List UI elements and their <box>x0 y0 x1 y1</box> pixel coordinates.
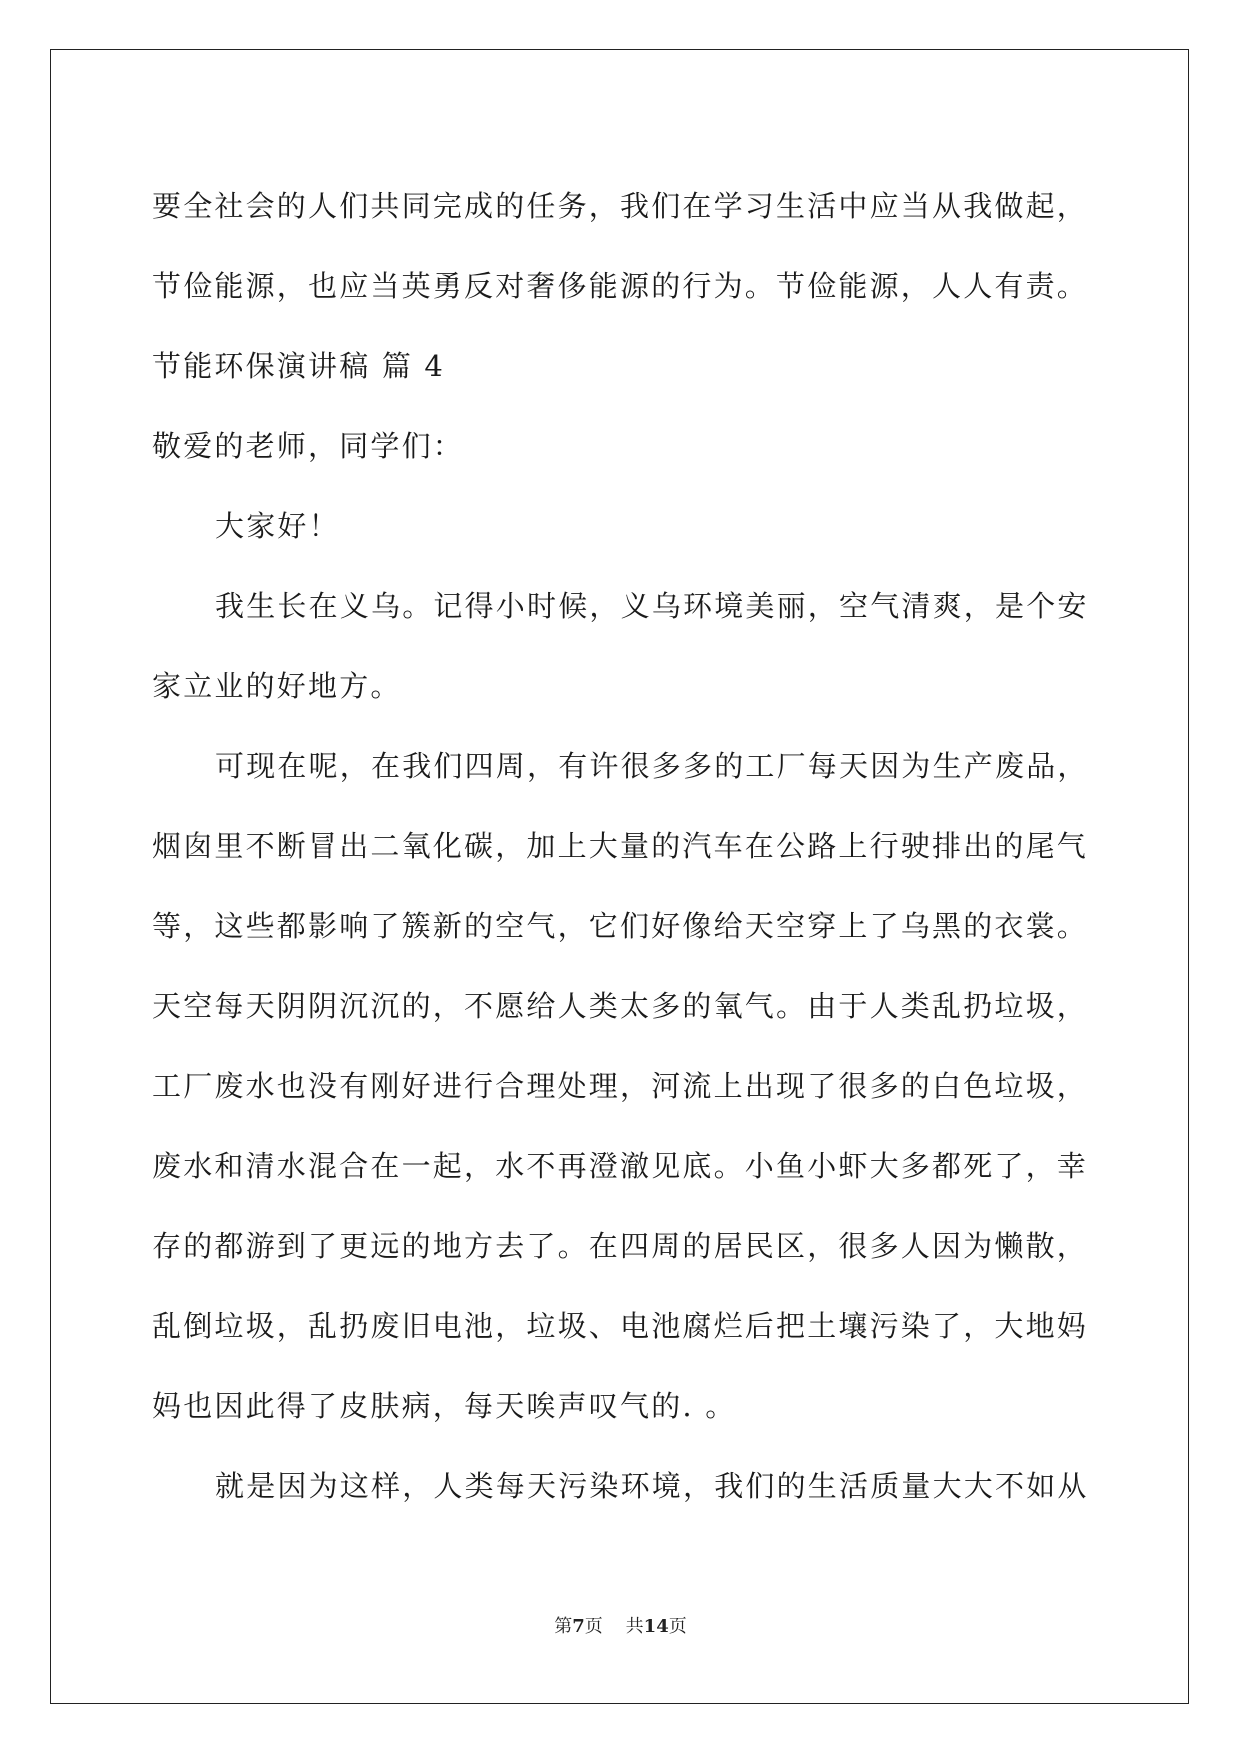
text-line: 天空每天阴阴沉沉的，不愿给人类太多的氧气。由于人类乱扔垃圾， <box>152 989 1089 1023</box>
footer-total-suffix: 页 <box>668 1616 687 1637</box>
text-line: 节俭能源，也应当英勇反对奢侈能源的行为。节俭能源，人人有责。 <box>152 269 1089 303</box>
document-body <box>152 166 1092 1526</box>
text-line: 家立业的好地方。 <box>152 669 402 703</box>
text-line: 妈也因此得了皮肤病，每天唉声叹气的. 。 <box>152 1389 737 1423</box>
text-line: 存的都游到了更远的地方去了。在四周的居民区，很多人因为懒散， <box>152 1229 1089 1263</box>
text-line: 废水和清水混合在一起，水不再澄澈见底。小鱼小虾大多都死了，幸 <box>152 1149 1089 1183</box>
text-line: 工厂废水也没有刚好进行合理处理，河流上出现了很多的白色垃圾， <box>152 1069 1089 1103</box>
paragraph-start: 就是因为这样，人类每天污染环境，我们的生活质量大大不如从 <box>215 1469 1089 1503</box>
text-line: 要全社会的人们共同完成的任务，我们在学习生活中应当从我做起， <box>152 189 1089 223</box>
footer-prefix: 第 <box>554 1616 573 1637</box>
page-footer <box>0 1612 1241 1638</box>
salutation: 敬爱的老师，同学们： <box>152 429 465 463</box>
text-line: 乱倒垃圾，乱扔废旧电池，垃圾、电池腐烂后把土壤污染了，大地妈 <box>152 1309 1089 1343</box>
paragraph-start: 我生长在义乌。记得小时候，义乌环境美丽，空气清爽，是个安 <box>215 589 1089 623</box>
text-line: 烟囱里不断冒出二氧化碳，加上大量的汽车在公路上行驶排出的尾气 <box>152 829 1089 863</box>
footer-total-prefix: 共 <box>625 1616 644 1637</box>
greeting: 大家好！ <box>215 509 340 543</box>
section-heading: 节能环保演讲稿 篇 4 <box>152 349 446 383</box>
text-line: 等，这些都影响了簇新的空气，它们好像给天空穿上了乌黑的衣裳。 <box>152 909 1089 943</box>
total-page-number: 14 <box>643 1616 669 1637</box>
footer-page-word: 页 <box>584 1616 603 1637</box>
current-page-number: 7 <box>572 1616 585 1637</box>
paragraph-start: 可现在呢，在我们四周，有许很多多的工厂每天因为生产废品， <box>215 749 1089 783</box>
